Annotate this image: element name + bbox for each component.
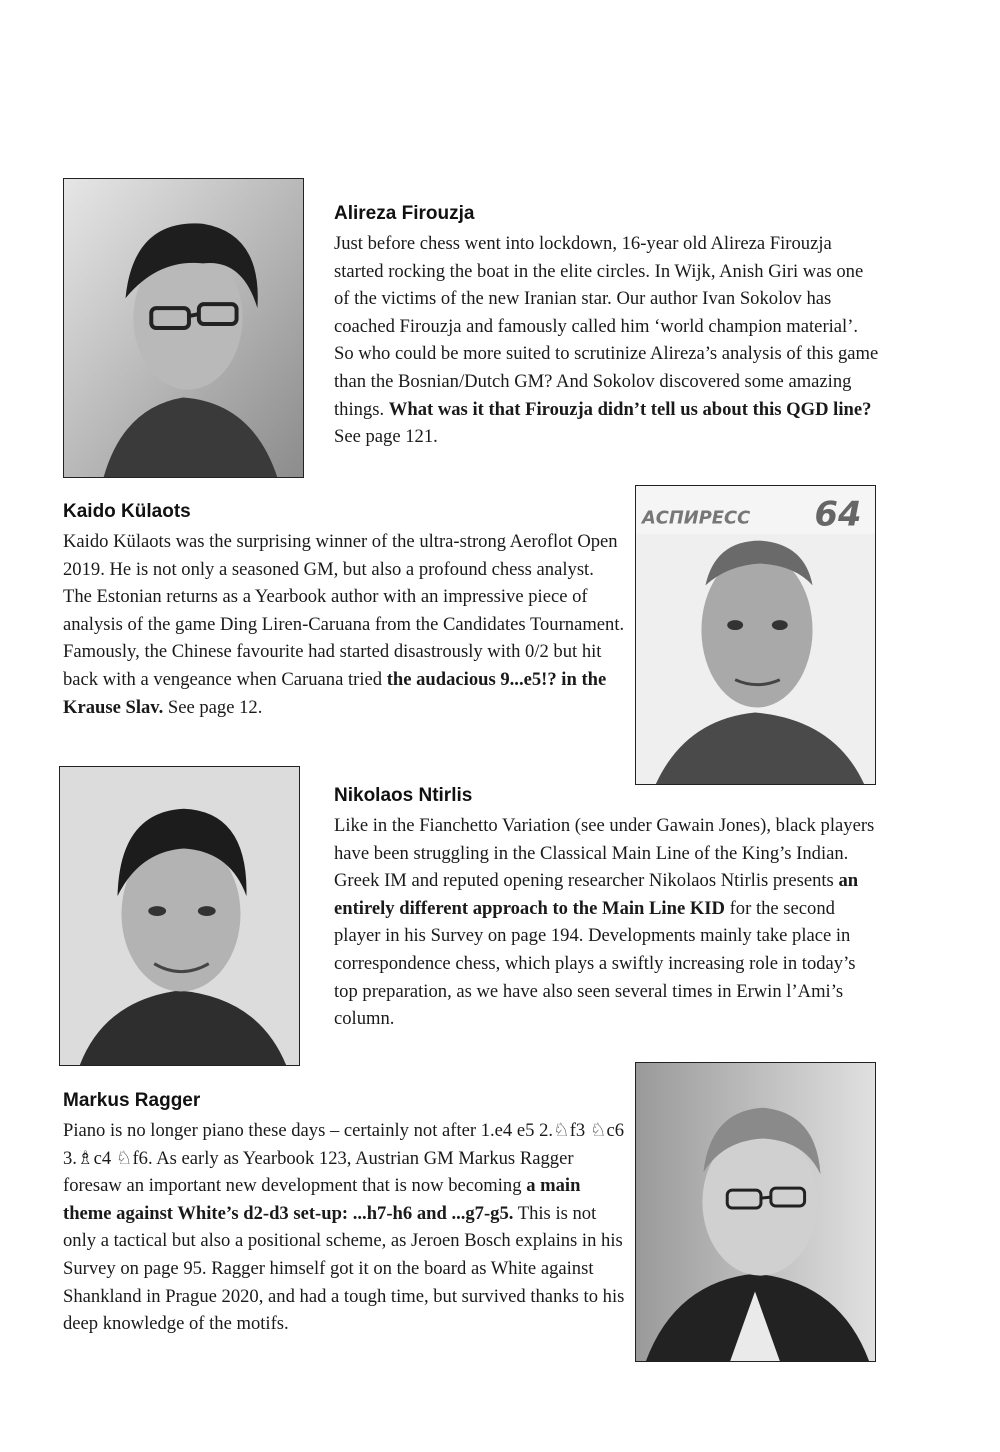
entry-text: Piano is no longer piano these days – certainly not after 1.e4 e5 2.♘f3 ♘c6 3.♗c4 ♘f6. As early as Yearbook 123, Austrian GM Markus Ragger foresaw an important new development that is now becoming a main theme against White’s d2-d3 set-up: ...h7-h6 and ...g7-g5. This is not only a tactical but also a positional scheme, as Jeroen Bosch explains in his Survey on page 95. Ragger himself got it on the board as White against Shankland in Prague 2020, and had a tough time, but survived thanks to his deep knowledge of the motifs. — [63, 1120, 625, 1335]
portrait-kaido-kulaots — [635, 485, 876, 785]
portrait-nikolaos-ntirlis — [59, 766, 300, 1066]
photo-sign-number: 64 — [814, 494, 862, 534]
entry-name: Kaido Külaots — [63, 501, 191, 522]
entry-text: Kaido Külaots was the surprising winner of the ultra-strong Aeroflot Open 2019. He is not only a seasoned GM, but also a profound chess analyst. The Estonian returns as a Yearbook author with an impressive piece of analysis of the game Ding Liren-Caruana from the Candidates Tournament. Famously, the Chinese favourite had started disastrously with 0/2 but hit back with a vengeance when Caruana tried the audacious 9...e5!? in the Krause Slav. See page 12. — [63, 531, 625, 718]
entry-name: Alireza Firouzja — [334, 203, 475, 224]
portrait-alireza-firouzja — [63, 178, 304, 478]
portrait-markus-ragger — [635, 1062, 876, 1362]
entry-name: Markus Ragger — [63, 1090, 201, 1111]
entry-text: Just before chess went into lockdown, 16-year old Alireza Firouzja started rocking the boat in the elite circles. In Wijk, Anish Giri was one of the victims of the new Iranian star. Our author Ivan Sokolov has coached Firouzja and famously called him ‘world champion material’. So who could be more suited to scrutinize Alireza’s analysis of this game than the Bosnian/Dutch GM? And Sokolov discovered some amazing things. What was it that Firouzja didn’t tell us about this QGD line? See page 121. — [334, 233, 879, 448]
entry-name: Nikolaos Ntirlis — [334, 785, 473, 806]
photo-sign-text: АСПИРЕСС — [641, 507, 751, 529]
entry-markus-ragger — [63, 1089, 625, 1338]
entry-kaido-kulaots — [63, 500, 625, 721]
entry-alireza-firouzja — [334, 202, 879, 451]
entry-text: Like in the Fianchetto Variation (see under Gawain Jones), black players have been struggling in the Classical Main Line of the King’s Indian. Greek IM and reputed opening researcher Nikolaos Ntirlis presents an entirely different approach to the Main Line KID for the second player in his Survey on page 194. Developments mainly take place in correspondence chess, which plays a swiftly increasing role in today’s top preparation, as we have also seen several times in Erwin l’Ami’s column. — [334, 815, 875, 1030]
entry-nikolaos-ntirlis — [334, 784, 879, 1033]
